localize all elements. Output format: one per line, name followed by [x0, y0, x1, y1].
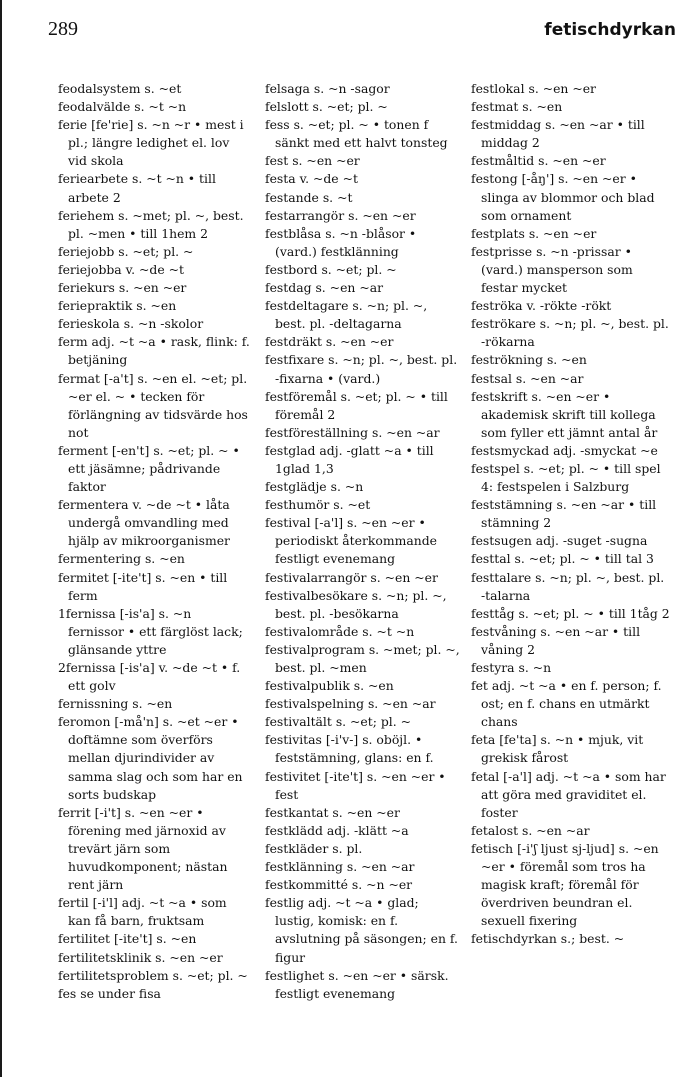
dictionary-entry: fest s. ~en ~er: [265, 153, 360, 169]
dictionary-entry: festarrangör s. ~en ~er: [265, 207, 416, 223]
dictionary-entry: festblåsa s. ~n -blåsor • (vard.) festklänning: [265, 225, 417, 259]
dictionary-entry: feriekurs s. ~en ~er: [58, 280, 187, 296]
dictionary-entry: felslott s. ~et; pl. ~: [265, 99, 388, 115]
dictionary-entry: festprisse s. ~n -prissar • (vard.) mansperson som festar mycket: [471, 243, 633, 296]
dictionary-entry: festsal s. ~en ~ar: [471, 370, 584, 386]
dictionary-entry: fetal [-a'l] adj. ~t ~a • som har att göra med graviditet el. foster: [471, 768, 666, 820]
dictionary-entry: feströkare s. ~n; pl. ~, best. pl. -rökarna: [471, 316, 669, 350]
dictionary-entry: fertilitetsklinik s. ~en ~er: [58, 949, 223, 965]
dictionary-column-2: [265, 80, 461, 1003]
dictionary-entry: festivalarrangör s. ~en ~er: [265, 569, 438, 585]
dictionary-entry: festtalare s. ~n; pl. ~, best. pl. -talarna: [471, 569, 665, 603]
dictionary-entry: fertilitet [-ite't] s. ~en: [58, 931, 197, 947]
dictionary-entry: fess s. ~et; pl. ~ • tonen f sänkt med ett halvt tonsteg: [265, 117, 448, 151]
dictionary-entry: festande s. ~t: [265, 189, 353, 205]
dictionary-entry: feststämning s. ~en ~ar • till stämning 2: [471, 497, 657, 531]
dictionary-entry: ferieskola s. ~n -skolor: [58, 316, 204, 332]
dictionary-entry: feströka v. -rökte -rökt: [471, 298, 612, 314]
dictionary-entry: fermentera v. ~de ~t • låta undergå omvandling med hjälp av mikroorganismer: [58, 497, 230, 549]
dictionary-column-1: [58, 80, 250, 1003]
dictionary-entry: feriehem s. ~met; pl. ~, best. pl. ~men • till 1hem 2: [58, 207, 244, 241]
dictionary-entry: festivalspelning s. ~en ~ar: [265, 696, 436, 712]
dictionary-entry: fes se under fisa: [58, 985, 161, 1001]
page-edge-rule: [0, 0, 2, 1077]
dictionary-entry: ferment [-en't] s. ~et; pl. ~ • ett jäsämne; pådrivande faktor: [58, 442, 240, 495]
dictionary-entry: festföreställning s. ~en ~ar: [265, 424, 440, 440]
dictionary-entry: festskrift s. ~en ~er • akademisk skrift till kollega som fyller ett jämnt antal år: [471, 388, 658, 440]
dictionary-entry: festa v. ~de ~t: [265, 171, 358, 187]
dictionary-entry: fermat [-a't] s. ~en el. ~et; pl. ~er el. ~ • tecken för förlängning av tidsvärde hos not: [58, 370, 248, 440]
dictionary-entry: festglad adj. -glatt ~a • till 1glad 1,3: [265, 442, 434, 476]
dictionary-entry: festvåning s. ~en ~ar • till våning 2: [471, 623, 641, 657]
dictionary-column-3: [471, 80, 671, 949]
dictionary-entry: festsugen adj. -suget -sugna: [471, 533, 648, 549]
dictionary-entry: festtal s. ~et; pl. ~ • till tal 3: [471, 551, 654, 567]
dictionary-entry: fermentering s. ~en: [58, 551, 185, 567]
dictionary-entry: fernissning s. ~en: [58, 696, 173, 712]
dictionary-entry: festivitet [-ite't] s. ~en ~er • fest: [265, 768, 446, 802]
dictionary-entry: festkommitté s. ~n ~er: [265, 877, 413, 893]
dictionary-entry: festivalområde s. ~t ~n: [265, 623, 415, 639]
dictionary-entry: festmåltid s. ~en ~er: [471, 153, 606, 169]
dictionary-entry: feströkning s. ~en: [471, 352, 587, 368]
running-head: fetischdyrkan: [544, 20, 676, 40]
dictionary-entry: festlokal s. ~en ~er: [471, 81, 596, 96]
dictionary-entry: felsaga s. ~n -sagor: [265, 81, 390, 96]
dictionary-entry: festlighet s. ~en ~er • särsk. festligt evenemang: [265, 967, 449, 1001]
dictionary-entry: festfixare s. ~n; pl. ~, best. pl. -fixarna • (vard.): [265, 352, 458, 386]
dictionary-entry: festivalprogram s. ~met; pl. ~, best. pl. ~men: [265, 641, 460, 675]
dictionary-entry: feriearbete s. ~t ~n • till arbete 2: [58, 171, 216, 205]
dictionary-entry: festkläder s. pl.: [265, 840, 363, 856]
dictionary-entry: festklänning s. ~en ~ar: [265, 859, 415, 875]
dictionary-entry: 2fernissa [-is'a] v. ~de ~t • f. ett golv: [58, 660, 241, 694]
dictionary-entry: festivalbesökare s. ~n; pl. ~, best. pl. -besökarna: [265, 587, 447, 621]
dictionary-entry: ferrit [-i't] s. ~en ~er • förening med järnoxid av trevärt järn som huvudkomponent; nästan rent järn: [58, 804, 228, 893]
dictionary-entry: festbord s. ~et; pl. ~: [265, 261, 397, 277]
dictionary-entry: festdag s. ~en ~ar: [265, 280, 384, 296]
dictionary-entry: festsmyckad adj. -smyckat ~e: [471, 442, 658, 458]
dictionary-entry: fermitet [-ite't] s. ~en • till ferm: [58, 569, 228, 603]
dictionary-entry: festtåg s. ~et; pl. ~ • till 1tåg 2: [471, 605, 670, 621]
dictionary-entry: feta [fe'ta] s. ~n • mjuk, vit grekisk fårost: [471, 732, 644, 766]
dictionary-entry: festspel s. ~et; pl. ~ • till spel 4: festspelen i Salzburg: [471, 460, 661, 495]
dictionary-entry: festklädd adj. -klätt ~a: [265, 822, 409, 838]
dictionary-entry: feriejobba v. ~de ~t: [58, 261, 184, 277]
dictionary-entry: festglädje s. ~n: [265, 479, 364, 495]
dictionary-entry: festdeltagare s. ~n; pl. ~, best. pl. -deltagarna: [265, 298, 428, 332]
page-number: 289: [48, 18, 78, 40]
dictionary-entry: festhumör s. ~et: [265, 497, 371, 513]
dictionary-entry: fetisch [-i'ʃ ljust sj-ljud] s. ~en ~er • föremål som tros ha magisk kraft; föremål för överdriven beundran el. sexuell fixering: [471, 840, 659, 929]
dictionary-entry: fertil [-i'l] adj. ~t ~a • som kan få barn, fruktsam: [58, 895, 227, 929]
dictionary-entry: fertilitetsproblem s. ~et; pl. ~: [58, 967, 248, 983]
dictionary-entry: fetalost s. ~en ~ar: [471, 822, 590, 838]
dictionary-entry: festong [-åŋ'] s. ~en ~er • slinga av blommor och blad som ornament: [471, 171, 655, 223]
dictionary-entry: festdräkt s. ~en ~er: [265, 334, 394, 350]
dictionary-entry: festivaltält s. ~et; pl. ~: [265, 714, 412, 730]
dictionary-entry: festival [-a'l] s. ~en ~er • periodiskt återkommande festligt evenemang: [265, 515, 438, 567]
dictionary-entry: festivalpublik s. ~en: [265, 678, 394, 694]
dictionary-entry: feodalsystem s. ~et: [58, 81, 182, 96]
dictionary-entry: festmat s. ~en: [471, 99, 563, 115]
dictionary-entry: feromon [-må'n] s. ~et ~er • doftämne som överförs mellan djurindivider av samma slag och som har en sorts budskap: [58, 714, 243, 802]
dictionary-entry: festkantat s. ~en ~er: [265, 804, 400, 820]
dictionary-entry: fetischdyrkan s.; best. ~: [471, 931, 625, 947]
dictionary-entry: festplats s. ~en ~er: [471, 225, 597, 241]
dictionary-entry: fet adj. ~t ~a • en f. person; f. ost; en f. chans en utmärkt chans: [471, 678, 662, 730]
dictionary-entry: ferie [fe'rie] s. ~n ~r • mest i pl.; längre ledighet el. lov vid skola: [58, 117, 244, 169]
dictionary-entry: feriejobb s. ~et; pl. ~: [58, 243, 194, 259]
dictionary-entry: festföremål s. ~et; pl. ~ • till föremål 2: [265, 388, 448, 422]
dictionary-entry: feriepraktik s. ~en: [58, 298, 177, 314]
dictionary-entry: feodalvälde s. ~t ~n: [58, 99, 187, 115]
dictionary-entry: festmiddag s. ~en ~ar • till middag 2: [471, 117, 645, 151]
dictionary-entry: festlig adj. ~t ~a • glad; lustig, komisk: en f. avslutning på säsongen; en f. figur: [265, 895, 458, 965]
dictionary-entry: ferm adj. ~t ~a • rask, flink: f. betjäning: [58, 334, 250, 368]
dictionary-entry: 1fernissa [-is'a] s. ~n fernissor • ett färglöst lack; glänsande yttre: [58, 605, 243, 657]
dictionary-entry: festyra s. ~n: [471, 660, 552, 675]
dictionary-entry: festivitas [-i'v-] s. oböjl. • feststämning, glans: en f.: [265, 732, 434, 766]
